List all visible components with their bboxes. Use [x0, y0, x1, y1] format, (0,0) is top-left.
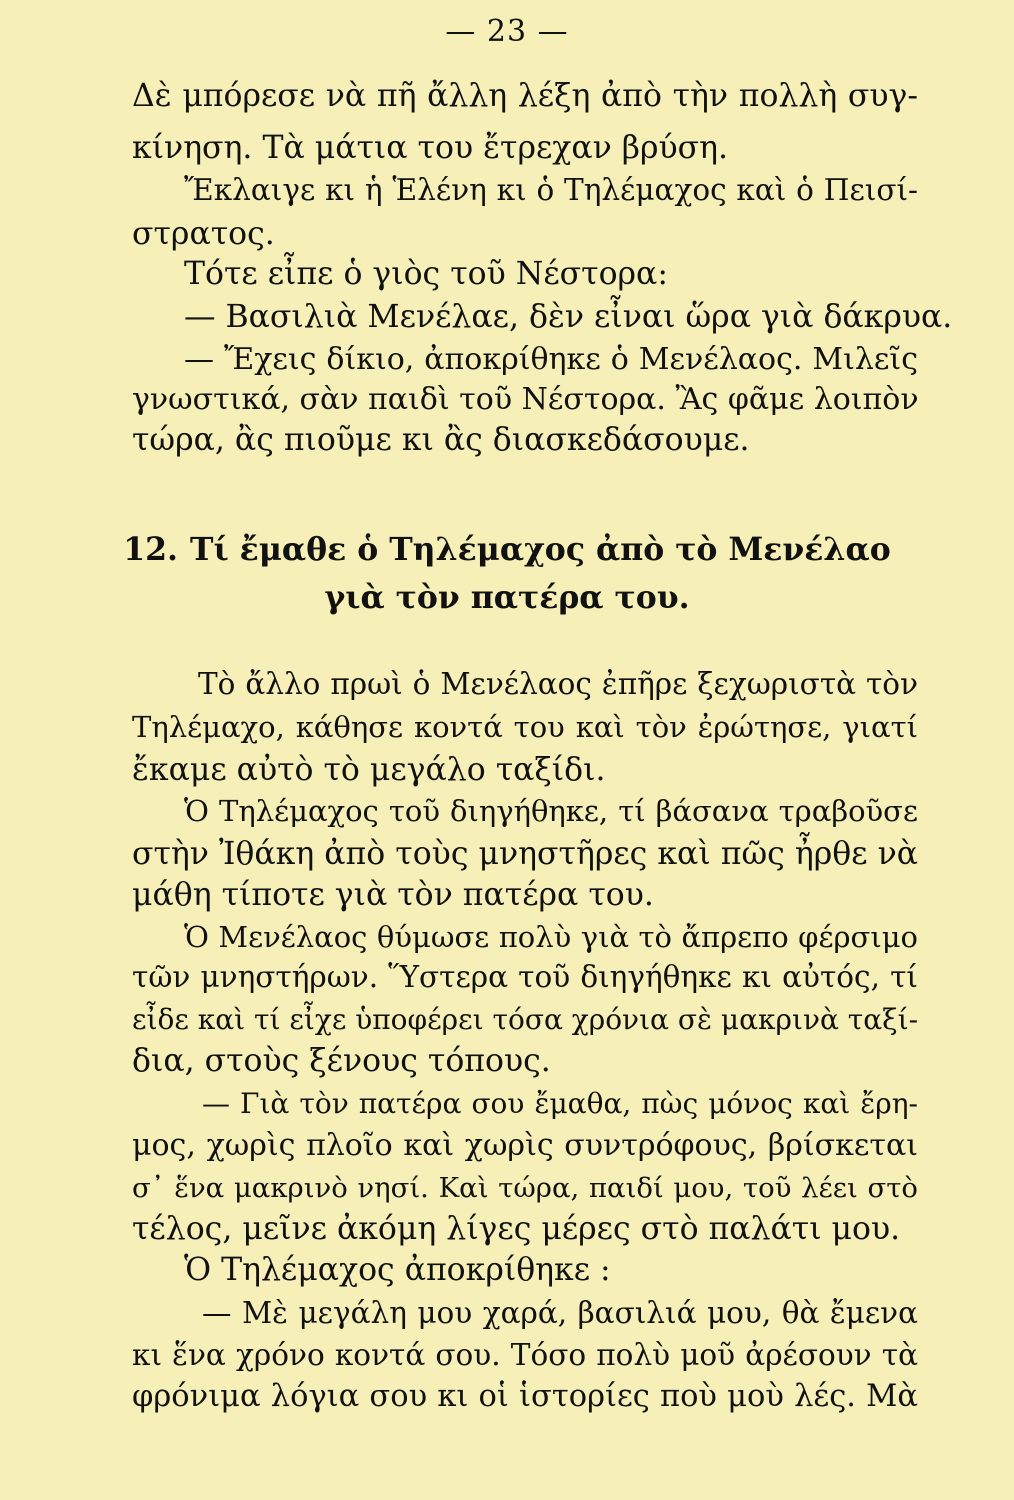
text-line: μος, χωρὶς πλοῖο καὶ χωρὶς συντρόφους, βρίσκεται: [132, 1128, 918, 1163]
text-line: στὴν Ἰθάκη ἀπὸ τοὺς μνηστῆρες καὶ πῶς ἦρθε νὰ: [132, 836, 918, 872]
text-line: ἔκαμε αὐτὸ τὸ μεγάλο ταξίδι.: [132, 752, 606, 788]
text-line: σ᾿ ἕνα μακρινὸ νησί. Καὶ τώρα, παιδί μου, τοῦ λέει στὸ: [132, 1172, 918, 1204]
text-line: κι ἕνα χρόνο κοντά σου. Τόσο πολὺ μοῦ ἀρέσουν τὰ: [132, 1338, 918, 1372]
text-line: Δὲ μπόρεσε νὰ πῆ ἄλλη λέξη ἀπὸ τὴν πολλὴ συγ-: [132, 78, 918, 114]
text-line: τώρα, ἂς πιοῦμε κι ἂς διασκεδάσουμε.: [132, 422, 750, 458]
text-line: φρόνιμα λόγια σου κι οἱ ἱστορίες ποὺ μοὺ λές. Μὰ: [132, 1379, 918, 1414]
text-line: Ὁ Τηλέμαχος ἀποκρίθηκε :: [184, 1252, 611, 1288]
section-heading-line2: γιὰ τὸν πατέρα του.: [324, 579, 690, 616]
section-heading: [0, 530, 1014, 570]
text-line: — Γιὰ τὸν πατέρα σου ἔμαθα, πὼς μόνος καὶ ἔρη-: [202, 1087, 918, 1120]
text-line: Τότε εἶπε ὁ γιὸς τοῦ Νέστορα:: [184, 256, 668, 292]
text-line: κίνηση. Τὰ μάτια του ἔτρεχαν βρύση.: [132, 130, 729, 166]
text-line: τῶν μνηστήρων. Ὕστερα τοῦ διηγήθηκε κι αὐτός, τί: [132, 960, 918, 994]
text-line: δια, στοὺς ξένους τόπους.: [132, 1043, 551, 1079]
text-line: γνωστικά, σὰν παιδὶ τοῦ Νέστορα. Ἂς φᾶμε λοιπὸν: [132, 382, 919, 417]
page-number: — 23 —: [445, 14, 569, 49]
text-line: Τὸ ἄλλο πρωὶ ὁ Μενέλαος ἐπῆρε ξεχωριστὰ τὸν: [198, 667, 918, 701]
text-line: — Βασιλιὰ Μενέλαε, δὲν εἶναι ὥρα γιὰ δάκρυα.: [184, 299, 953, 335]
text-line: στρατος.: [132, 216, 275, 252]
text-line: — Μὲ μεγάλη μου χαρά, βασιλιά μου, θὰ ἔμενα: [202, 1296, 918, 1330]
section-heading-line1: Τί ἔμαθε ὁ Τηλέμαχος ἀπὸ τὸ Μενέλαο: [190, 531, 891, 568]
text-line: Τηλέμαχο, κάθησε κοντά του καὶ τὸν ἐρώτησε, γιατί: [132, 710, 918, 744]
section-number: 12.: [123, 531, 179, 568]
text-line: τέλος, μεῖνε ἀκόμη λίγες μέρες στὸ παλάτι μου.: [132, 1211, 901, 1247]
text-line: μάθη τίποτε γιὰ τὸν πατέρα του.: [132, 877, 654, 913]
text-line: Ἔκλαιγε κι ἡ Ἑλένη κι ὁ Τηλέμαχος καὶ ὁ Πεισί-: [184, 173, 918, 207]
text-line: εἶδε καὶ τί εἶχε ὑποφέρει τόσα χρόνια σὲ μακρινὰ ταξί-: [132, 1003, 919, 1036]
text-line: — Ἔχεις δίκιο, ἀποκρίθηκε ὁ Μενέλαος. Μιλεῖς: [184, 342, 918, 377]
text-line: Ὁ Μενέλαος θύμωσε πολὺ γιὰ τὸ ἄπρεπο φέρσιμο: [184, 920, 918, 954]
text-line: Ὁ Τηλέμαχος τοῦ διηγήθηκε, τί βάσανα τραβοῦσε: [184, 794, 918, 828]
